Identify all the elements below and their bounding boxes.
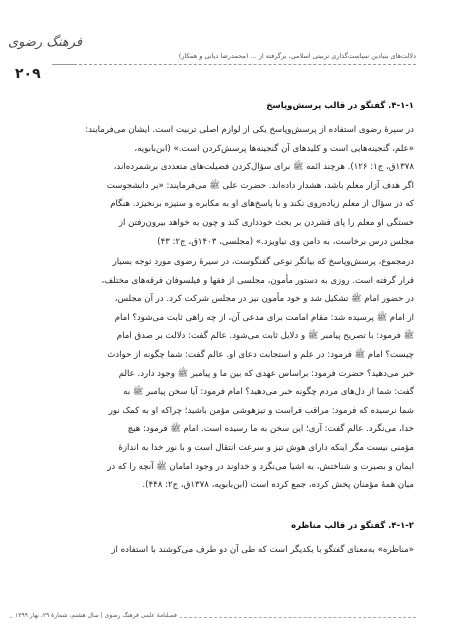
paragraph-line: «علم، گنجینه‌هایی است و کلیدهای آن گنجینه‌ها پرسش‌کردن است.» (ابن‌بابویه، [134, 143, 414, 154]
paragraph-line: ﷺ فرمود: با تصریح پیامبر ﷺ و دلایل ثابت می‌شود. عالم گفت: دلالت بر صدق امام [116, 331, 414, 342]
paragraph-line: گفت: شما از دل‌های مردم چگونه خبر می‌دهید؟ امام فرمود: آیا سخن پیامبر ﷺ به [123, 387, 414, 398]
journal-logo: فرهنگ رضوی [8, 35, 83, 50]
page-number: ۲۰۹ [15, 66, 41, 82]
paragraph-line: اگر هدف آزار معلم باشد، هشدار داده‌اند. حضرت علی ﷺ می‌فرمایند: «بر دانشجوست [106, 180, 414, 191]
paragraph-line: ایمان و بصیرت و شناختش، به اشیا می‌نگرد و خداوند در وجود امامان ﷺ آنچه را که در [107, 461, 414, 472]
paragraph-line: قرار گرفته است. روزی به دستور مأمون، مجلسی از فقها و فیلسوفان فرقه‌های مختلف، [101, 275, 414, 286]
paragraph-line: در حضور امام ﷺ تشکیل شد و خود مأمون نیز در مجلس شرکت کرد. در آن مجلس، [114, 294, 414, 305]
paragraph-line: میان همهٔ مؤمنان پخش کرده، جمع کرده است (ابن‌بابویه، ۱۳۷۸ق، ج۲: ۴۴۸). [142, 480, 414, 491]
paragraph-line: مؤمنی نیست مگر اینکه دارای هوش تیز و سرعت انتقال است و با نور خدا به اندازهٔ [118, 442, 414, 453]
paragraph-1 [40, 121, 414, 251]
paragraph-line: چیست؟ امام ﷺ فرمود: در علم و استجابت دعای او. عالم گفت: شما چگونه از حوادث [107, 349, 414, 360]
paragraph-line: که در سؤال از معلم زیاده‌روی نکند و با پاسخ‌های او به مکابره و ستیزه برنخیزد. هنگام [110, 199, 414, 210]
paragraph-line: خستگی او معلم را پای فشردن بر بحث خودداری کند و چون به خواهد بیرون‌رفتن از [118, 217, 414, 228]
paragraph-line: خبر می‌دهید؟ حضرت فرمود: براساس عهدی که بین ما و پیامبر ﷺ وجود دارد. عالم [118, 368, 414, 379]
paragraph-line: مجلس درس برخاست، به دامن وی نیاویزد.» (مجلسی، ۱۴۰۳ق، ج۲: ۴۳) [157, 236, 414, 247]
paragraph-2 [40, 253, 414, 495]
running-title: دلالت‌های بنیادین سیاست‌گذاری تربیتی اسلامی، برگرفته از ... (محمدرضا دیانی و همکار) [178, 52, 416, 60]
section-heading-qa: ۴-۱-۱. گفتگو در قالب پرسش‌وپاسخ [266, 101, 414, 111]
paragraph-3 [40, 541, 414, 560]
paragraph-line: ۱۳۷۸ق، ج۱: ۱۲۶). هرچند ائمه ﷺ برای سؤال‌کردن فضیلت‌های متعددی برشمرده‌اند، [113, 162, 414, 173]
paragraph-line: از امام ﷺ پرسیده شد: مقام امامت برای مدعی آن، از چه راهی ثابت می‌شود؟ امام [114, 312, 414, 323]
footer-journal-info: فصلنامهٔ علمی فرهنگ رضوی | سال هشتم، شمارهٔ ۲۹، بهار ۱۳۹۹ [12, 612, 180, 619]
header-rule-left [52, 64, 74, 65]
paragraph-line: درمجموع، پرسش‌وپاسخ که بیانگر نوعی گفتگوست، در سیرهٔ رضوی مورد توجه بسیار [112, 257, 414, 267]
paragraph-line: شما نرسیده که فرمود: مراقب فراست و تیزهوشی مؤمن باشید؛ چراکه او به کمک نور [108, 405, 414, 416]
paragraph-line: «مناظره» به‌معنای گفتگو با یکدیگر است که طی آن دو طرف می‌کوشند با استفاده از [111, 545, 414, 555]
section-heading-debate: ۴-۱-۲. گفتگو در قالب مناظره [291, 521, 414, 531]
paragraph-line: خدا، می‌نگرد. عالم گفت: آری؛ این سخن به ما رسیده است. امام ﷺ فرمود: هیچ [127, 424, 414, 435]
header-rule [74, 64, 416, 65]
paragraph-line: در سیرهٔ رضوی استفاده از پرسش‌وپاسخ یکی از لوازم اصلی تربیت است. ایشان می‌فرمایند: [85, 125, 414, 135]
